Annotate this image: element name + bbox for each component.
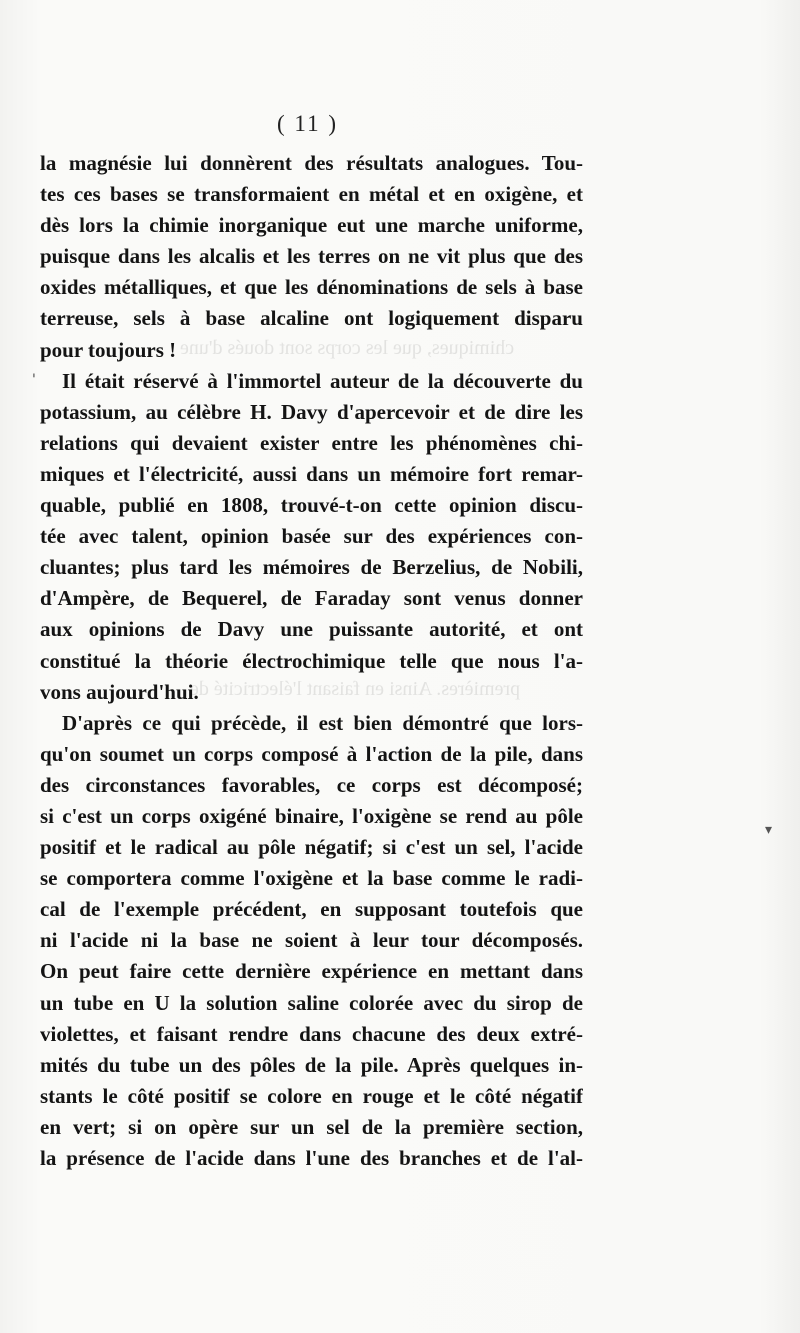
page-number: ( 11 ): [277, 111, 338, 136]
text-line: tée avec talent, opinion basée sur des expériences con-: [40, 524, 583, 549]
text-line: relations qui devaient exister entre les phénomènes chi-: [40, 430, 583, 455]
text-line: d'Ampère, de Bequerel, de Faraday sont venus donner: [40, 586, 583, 611]
text-line: terreuse, sels à base alcaline ont logiquement disparu: [40, 306, 583, 331]
text-line: si c'est un corps oxigéné binaire, l'oxigène se rend au pôle: [40, 803, 583, 828]
text-line: la présence de l'acide dans l'une des branches et de l'al-: [40, 1146, 583, 1170]
text-line: Il était réservé à l'immortel auteur de la découverte du: [62, 368, 583, 393]
body-text: [40, 148, 583, 1174]
text-line: aux opinions de Davy une puissante autorité, et ont: [40, 617, 583, 642]
bleed-through-text-1: chimiques, que les corps sont doués d'une: [180, 337, 515, 359]
text-line: cluantes; plus tard les mémoires de Berzelius, de Nobili,: [40, 555, 583, 580]
text-line: puisque dans les alcalis et les terres on ne vit plus que des: [40, 244, 583, 269]
margin-tick-mark: ': [32, 372, 36, 388]
text-line: un tube en U la solution saline colorée avec du sirop de: [40, 990, 583, 1015]
paragraph-1: [40, 148, 583, 366]
text-line: On peut faire cette dernière expérience en mettant dans: [40, 959, 583, 984]
text-line: se comportera comme l'oxigène et la base comme le radi-: [40, 866, 583, 891]
text-line: tes ces bases se transformaient en métal et en oxigène, et: [40, 182, 583, 207]
text-line: stants le côté positif se colore en rouge et le côté négatif: [40, 1083, 583, 1108]
text-line: ni l'acide ni la base ne soient à leur tour décomposés.: [40, 928, 583, 953]
text-line: D'après ce qui précède, il est bien démontré que lors-: [62, 710, 583, 735]
text-line: cal de l'exemple précédent, en supposant toutefois que: [40, 897, 583, 922]
paragraph-2: [40, 366, 583, 708]
text-line: dès lors la chimie inorganique eut une marche uniforme,: [40, 213, 583, 238]
text-line: miques et l'électricité, aussi dans un mémoire fort remar-: [40, 461, 583, 486]
paragraph-3: [40, 708, 583, 1174]
text-line: positif et le radical au pôle négatif; si c'est un sel, l'acide: [40, 835, 583, 860]
bleed-through-text-2: premières. Ainsi en faisant l'électricité de: [190, 678, 521, 700]
text-line: potassium, au célèbre H. Davy d'apercevoir et de dire les: [40, 399, 583, 424]
text-line: quable, publié en 1808, trouvé-t-on cette opinion discu-: [40, 493, 583, 518]
text-line: mités du tube un des pôles de la pile. Après quelques in-: [40, 1052, 583, 1077]
text-line: oxides métalliques, et que les dénominations de sels à base: [40, 275, 583, 300]
text-line: qu'on soumet un corps composé à l'action de la pile, dans: [40, 741, 583, 766]
text-line: en vert; si on opère sur un sel de la première section,: [40, 1114, 583, 1139]
margin-arrow-mark: ▾: [765, 822, 773, 838]
text-line: violettes, et faisant rendre dans chacune des deux extré-: [40, 1021, 583, 1046]
text-line: des circonstances favorables, ce corps est décomposé;: [40, 772, 583, 797]
text-line: pour toujours !: [40, 337, 177, 362]
text-line: vons aujourd'hui.: [40, 679, 199, 704]
text-line: constitué la théorie électrochimique telle que nous l'a-: [40, 648, 583, 673]
text-line: la magnésie lui donnèrent des résultats analogues. Tou-: [40, 151, 583, 175]
